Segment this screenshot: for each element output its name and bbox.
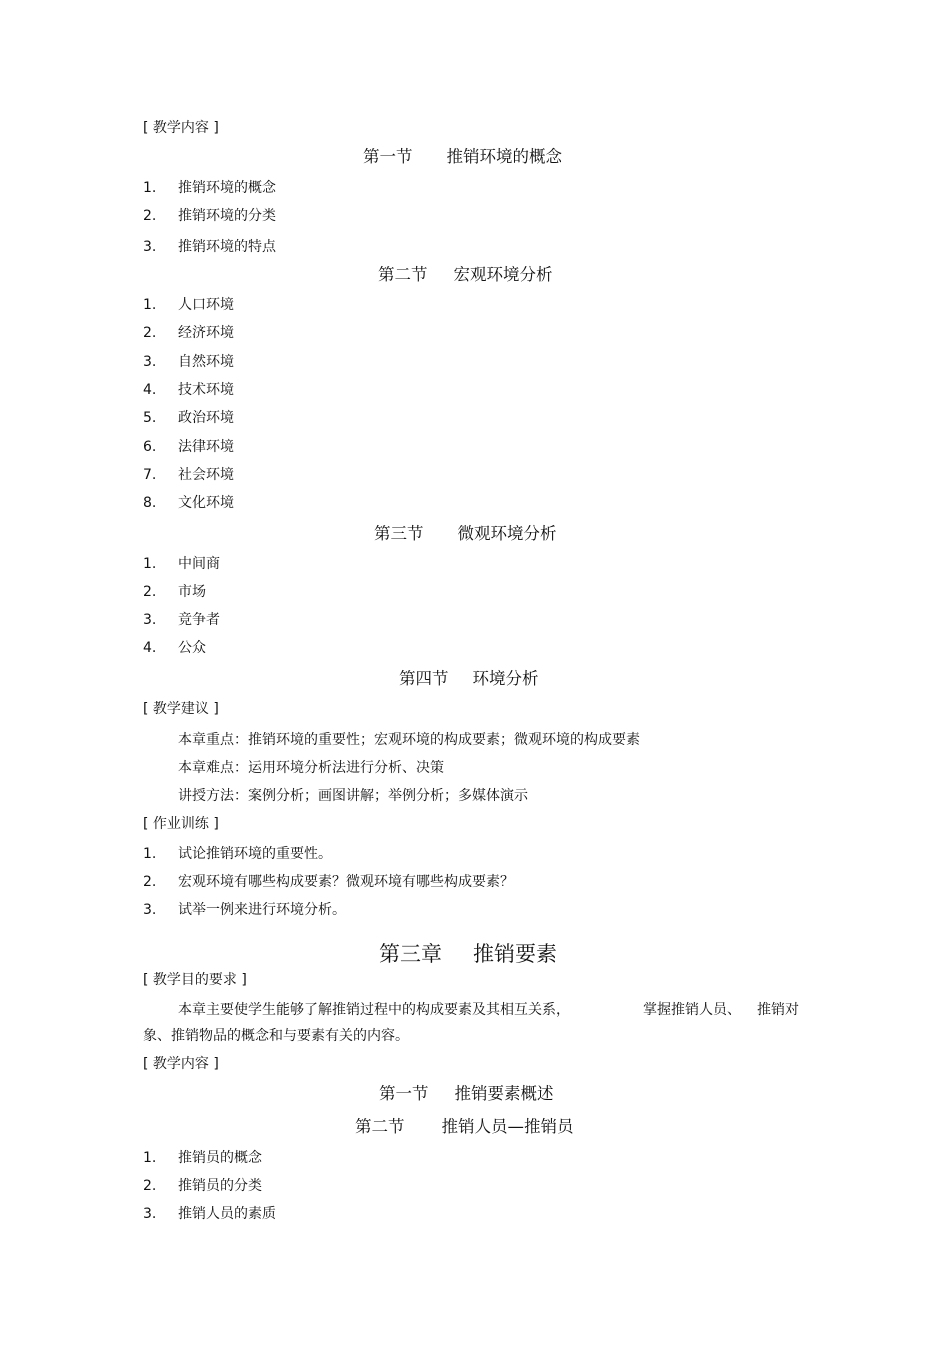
section-heading-3 — [374, 524, 557, 544]
chapter-title: 推销要素 — [473, 942, 557, 966]
list-item: 3. 试举一例来进行环境分析。 — [143, 902, 346, 918]
list-item: 3. 推销人员的素质 — [143, 1206, 276, 1222]
goal-paragraph-line-1b: 掌握推销人员、 — [643, 1002, 741, 1018]
list-item: 5. 政治环境 — [143, 410, 234, 426]
section-number: 第二节 — [355, 1117, 405, 1136]
chapter-number: 第三章 — [379, 942, 442, 966]
list-item: 2. 经济环境 — [143, 325, 234, 341]
section-title: 宏观环境分析 — [453, 265, 553, 284]
section-heading-1 — [363, 147, 562, 167]
goal-paragraph-line-1a: 本章主要使学生能够了解推销过程中的构成要素及其相互关系， — [178, 1002, 570, 1018]
section-heading-4 — [399, 669, 539, 689]
list-item: 4. 公众 — [143, 640, 206, 656]
key-points-line: 本章重点：推销环境的重要性；宏观环境的构成要素；微观环境的构成要素 — [178, 732, 640, 748]
list-item: 1. 推销员的概念 — [143, 1150, 262, 1166]
list-item: 8. 文化环境 — [143, 495, 234, 511]
teaching-methods-line: 讲授方法：案例分析；画图讲解；举例分析；多媒体演示 — [178, 788, 528, 804]
list-item: 1. 试论推销环境的重要性。 — [143, 846, 332, 862]
goal-paragraph-line-2: 象、推销物品的概念和与要素有关的内容。 — [143, 1028, 409, 1044]
section-number: 第三节 — [374, 524, 424, 543]
section-number: 第一节 — [379, 1084, 429, 1103]
teaching-goal-label: [ 教学目的要求 ] — [143, 972, 247, 988]
list-item: 2. 推销员的分类 — [143, 1178, 262, 1194]
list-item: 4. 技术环境 — [143, 382, 234, 398]
list-item: 2. 推销环境的分类 — [143, 208, 276, 224]
section-title: 推销环境的概念 — [446, 147, 562, 166]
section-heading-2 — [378, 265, 553, 285]
teaching-content-label: [ 教学内容 ] — [143, 120, 219, 136]
section-title: 推销要素概述 — [454, 1084, 554, 1103]
homework-label: [ 作业训练 ] — [143, 816, 219, 832]
list-item: 6. 法律环境 — [143, 439, 234, 455]
section-title: 微观环境分析 — [457, 524, 557, 543]
list-item: 1. 人口环境 — [143, 297, 234, 313]
list-item: 3. 竞争者 — [143, 612, 220, 628]
section-title: 环境分析 — [472, 669, 539, 688]
list-item: 2. 宏观环境有哪些构成要素？微观环境有哪些构成要素？ — [143, 874, 514, 890]
difficult-points-line: 本章难点：运用环境分析法进行分析、决策 — [178, 760, 444, 776]
section-number: 第一节 — [363, 147, 413, 166]
section-title: 推销人员—推销员 — [441, 1117, 574, 1136]
list-item: 1. 中间商 — [143, 556, 220, 572]
goal-paragraph-line-1c: 推销对 — [757, 1002, 799, 1018]
section-heading-5 — [379, 1084, 554, 1104]
list-item: 1. 推销环境的概念 — [143, 180, 276, 196]
section-heading-6 — [355, 1117, 574, 1137]
list-item: 3. 自然环境 — [143, 354, 234, 370]
teaching-content-label-2: [ 教学内容 ] — [143, 1056, 219, 1072]
teaching-advice-label: [ 教学建议 ] — [143, 701, 219, 717]
list-item: 2. 市场 — [143, 584, 206, 600]
section-number: 第二节 — [378, 265, 428, 284]
section-number: 第四节 — [399, 669, 449, 688]
list-item: 7. 社会环境 — [143, 467, 234, 483]
chapter-heading — [379, 941, 557, 967]
list-item: 3. 推销环境的特点 — [143, 239, 276, 255]
